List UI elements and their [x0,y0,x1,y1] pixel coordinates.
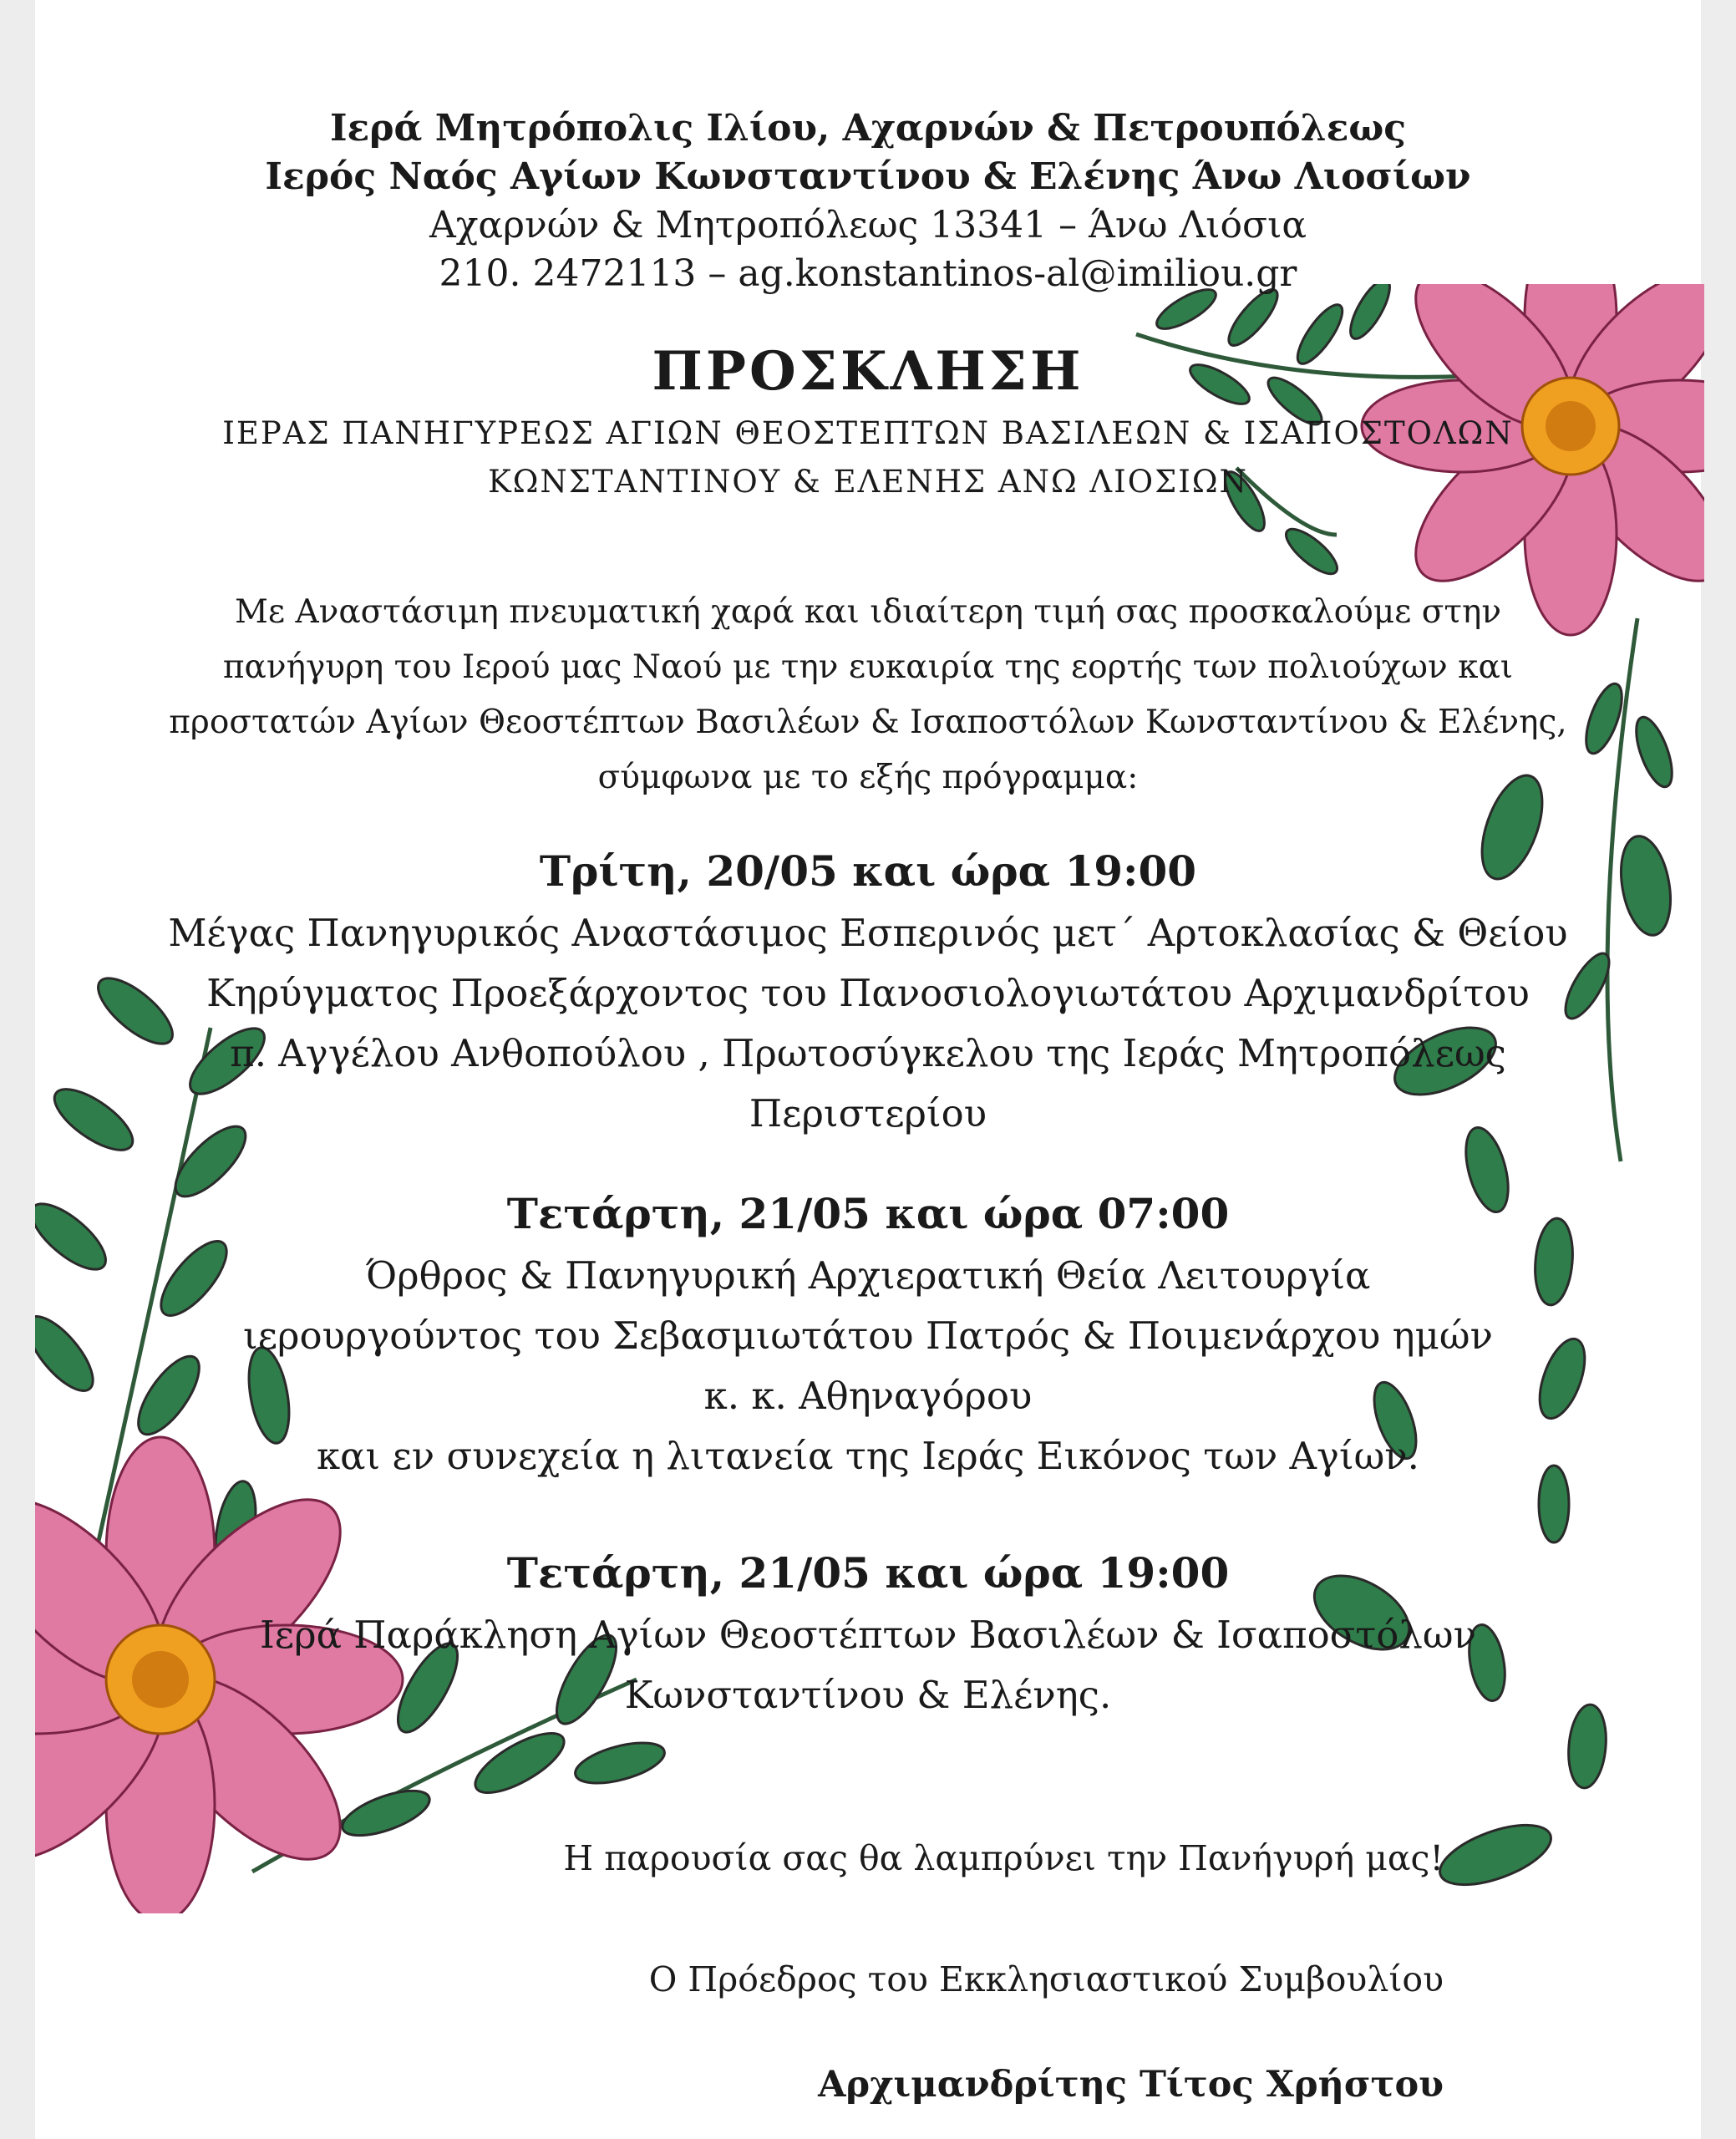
event-line: Ιερά Παράκληση Αγίων Θεοστέπτων Βασιλέων & Ισαποστόλων [260,1613,1476,1657]
invitation-subtitle-line-1: ΙΕΡΑΣ ΠΑΝΗΓΥΡΕΩΣ ΑΓΙΩΝ ΘΕΟΣΤΕΠΤΩΝ ΒΑΣΙΛΕΩΝ & ΙΣΑΠΟΣΤΟΛΩΝ [222,415,1514,451]
event-heading: Τετάρτη, 21/05 και ώρα 07:00 [506,1189,1230,1238]
intro-line: πανήγυρη του Ιερού μας Ναού με την ευκαιρία της εορτής των πολιούχων και [222,648,1514,686]
event-line: π. Αγγέλου Ανθοπούλου , Πρωτοσύγκελου της Ιεράς Μητροπόλεως [230,1031,1506,1075]
event-line: ιερουργούντος του Σεβασμιωτάτου Πατρός & Ποιμενάρχου ημών [243,1313,1493,1358]
invitation-title: ΠΡΟΣΚΛΗΣΗ [652,340,1084,403]
event-line: και εν συνεχεία η λιτανεία της Ιεράς Εικόνος των Αγίων. [317,1434,1419,1478]
invitation-title-block [0,334,1736,506]
event-line: Μέγας Πανηγυρικός Αναστάσιμος Εσπερινός μετ΄ Αρτοκλασίας & Θείου [168,911,1568,955]
event-line: κ. κ. Αθηναγόρου [703,1374,1033,1418]
event-1 [0,840,1736,1144]
event-line: Κωνσταντίνου & Ελένης. [624,1673,1112,1717]
event-2 [0,1182,1736,1486]
church-contact: 210. 2472113 – ag.konstantinos-al@imiliou.gr [439,252,1297,295]
invitation-subtitle-line-2: ΚΩΝΣΤΑΝΤΙΝΟΥ & ΕΛΕΝΗΣ ΑΝΩ ΛΙΟΣΙΩΝ [488,464,1248,500]
metropolis-name: Ιερά Μητρόπολις Ιλίου, Αχαρνών & Πετρουπόλεως [329,107,1407,150]
church-header [0,104,1736,298]
event-line: Όρθρος & Πανηγυρική Αρχιερατική Θεία Λειτουργία [365,1253,1371,1298]
intro-paragraph [0,585,1736,805]
event-line: Περιστερίου [749,1091,987,1136]
intro-line: Με Αναστάσιμη πνευματική χαρά και ιδιαίτερη τιμή σας προσκαλούμε στην [234,593,1502,631]
closing-role: Ο Πρόεδρος του Εκκλησιαστικού Συμβουλίου [648,1959,1444,1999]
intro-line: προστατών Αγίων Θεοστέπτων Βασιλέων & Ισαποστόλων Κωνσταντίνου & Ελένης, [169,704,1567,741]
event-line: Κηρύγματος Προεξάρχοντος του Πανοσιολογιωτάτου Αρχιμανδρίτου [206,971,1530,1015]
event-3 [0,1542,1736,1725]
closing-presence-line: Η παρουσία σας θα λαμπρύνει την Πανήγυρή μας! [563,1838,1444,1878]
event-heading: Τετάρτη, 21/05 και ώρα 19:00 [506,1548,1230,1598]
event-heading: Τρίτη, 20/05 και ώρα 19:00 [539,846,1197,896]
intro-line: σύμφωνα με το εξής πρόγραμμα: [597,759,1139,796]
church-name: Ιερός Ναός Αγίων Κωνσταντίνου & Ελένης Άνω Λιοσίων [265,155,1471,198]
church-address: Αχαρνών & Μητροπόλεως 13341 – Άνω Λιόσια [429,204,1307,246]
closing-signature: Αρχιμανδρίτης Τίτος Χρήστου [818,2064,1444,2106]
